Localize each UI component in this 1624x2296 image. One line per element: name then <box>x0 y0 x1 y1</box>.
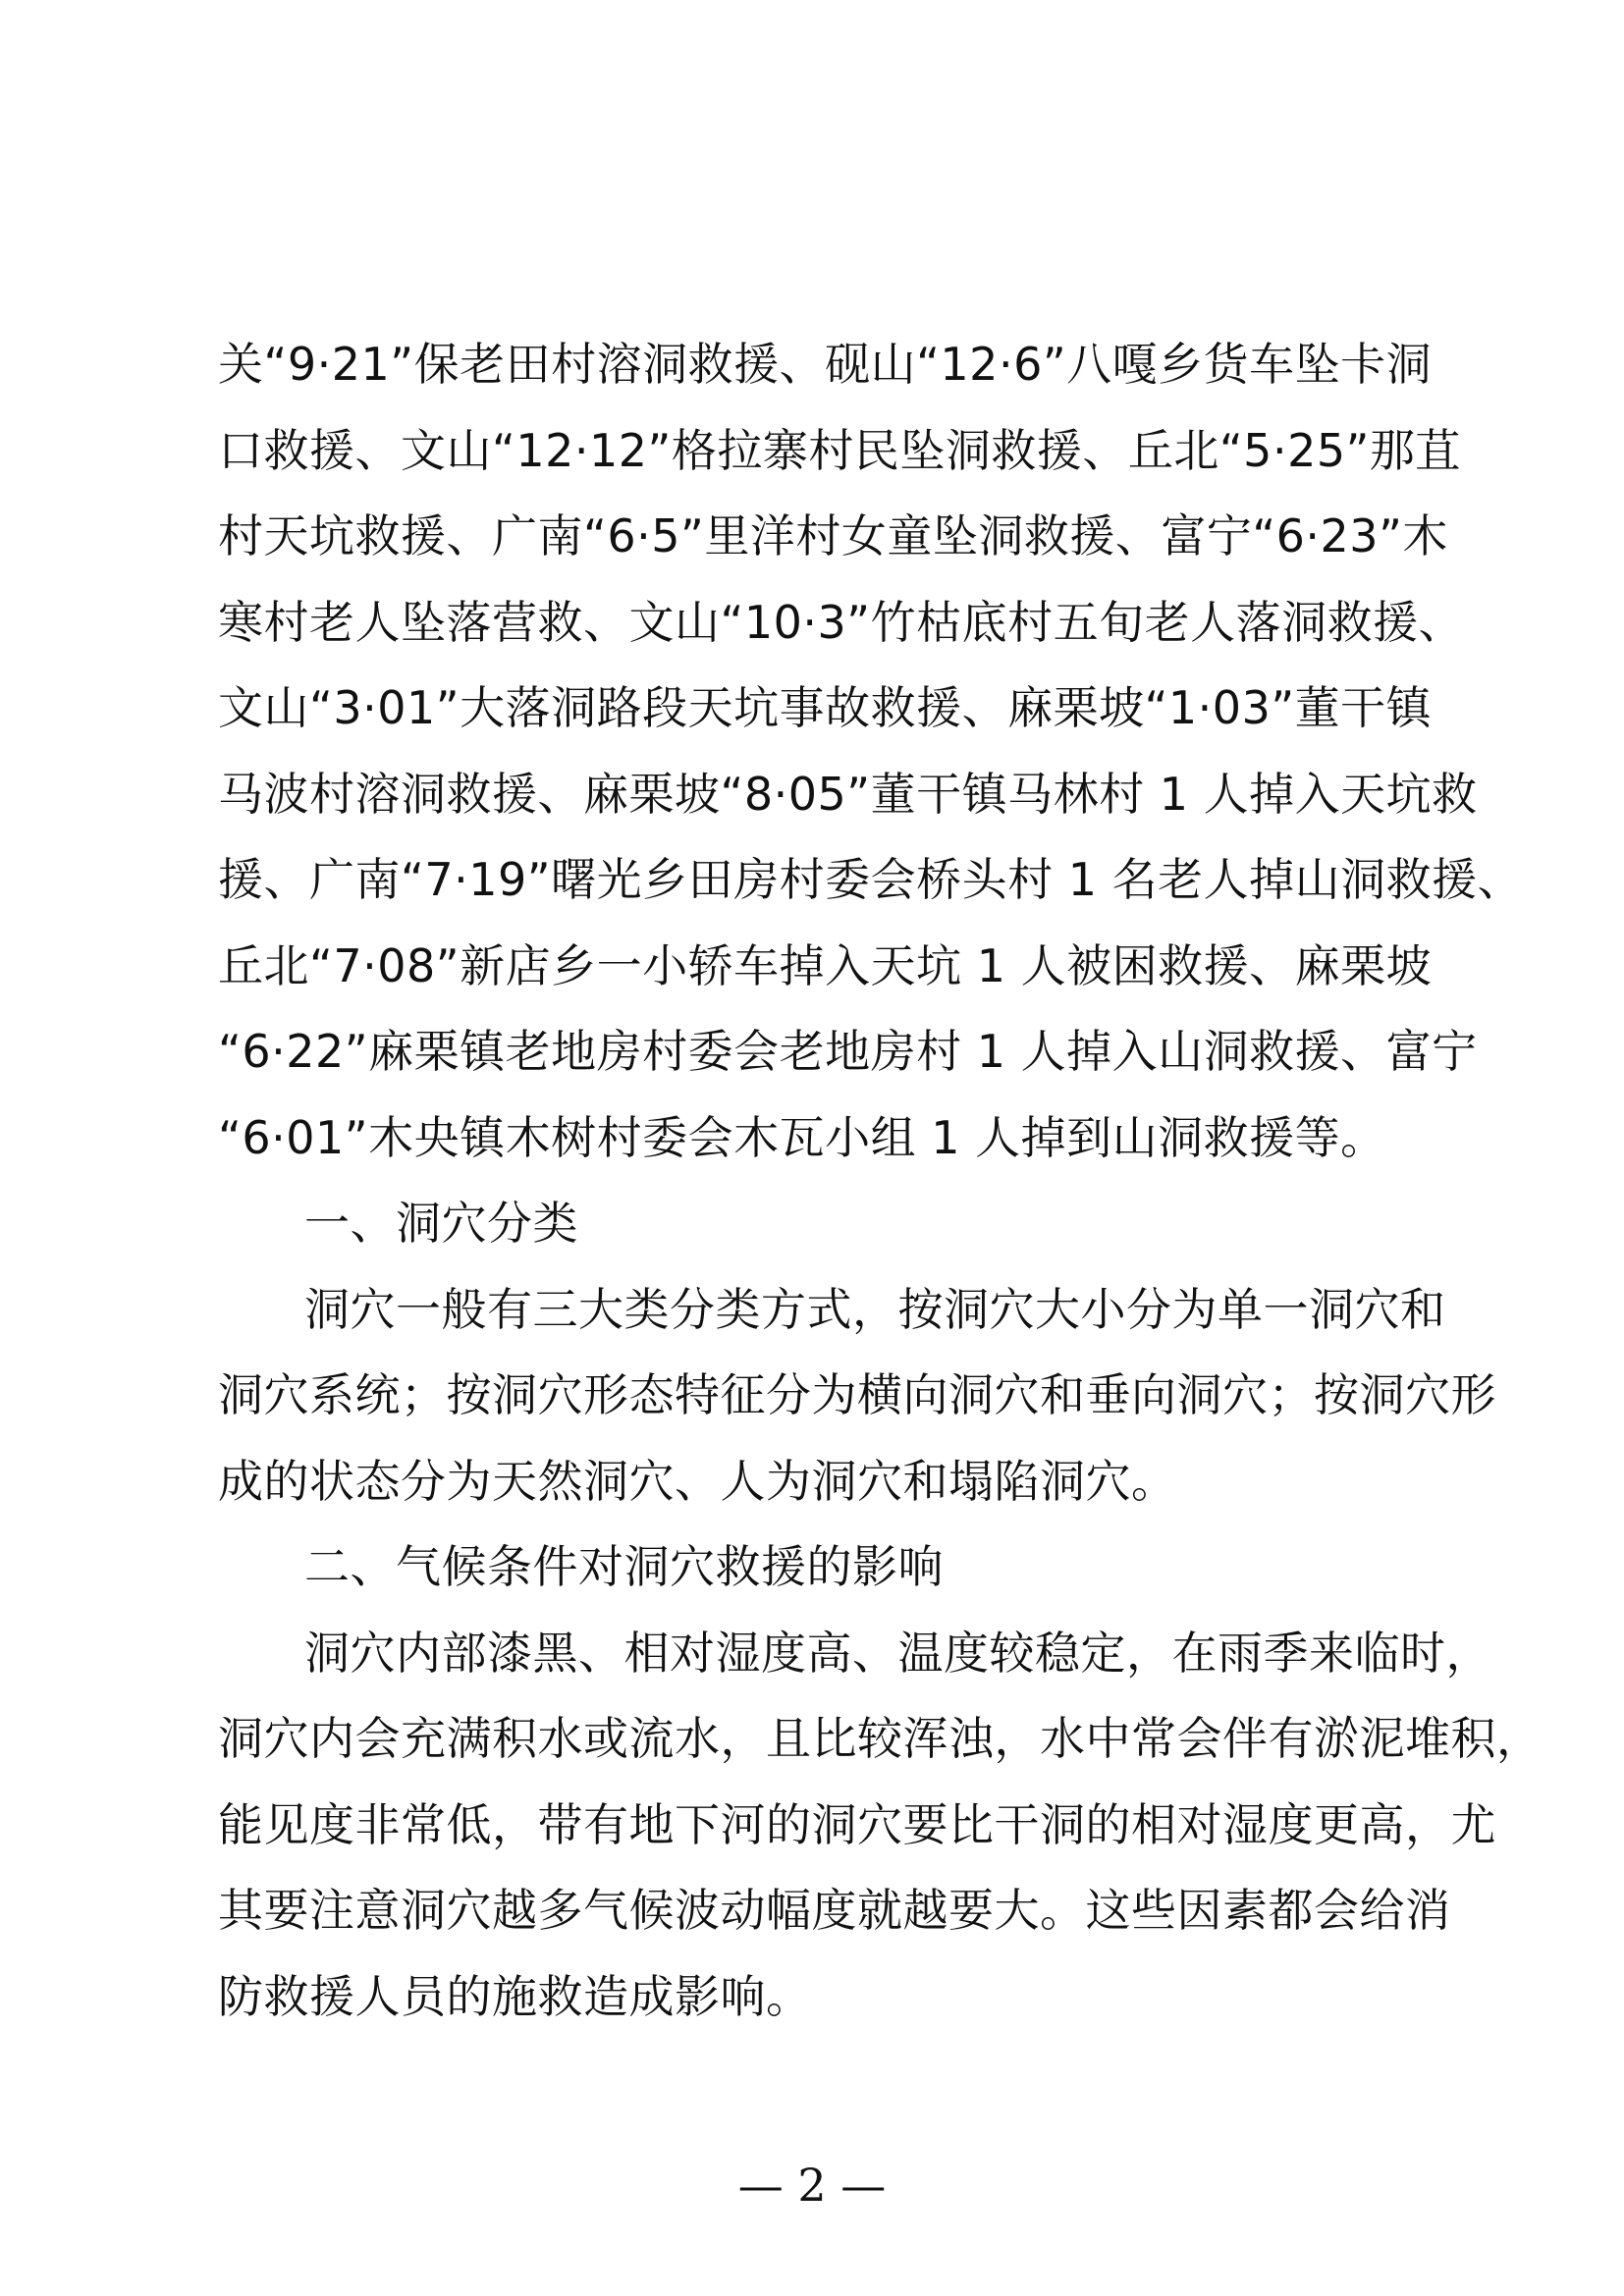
body-line: 马波村溶洞救援、麻栗坡“8·05”董干镇马林村 1 人掉入天坑救 <box>218 767 1478 821</box>
section-2-paragraph-line: 能见度非常低，带有地下河的洞穴要比干洞的相对湿度更高，尤 <box>218 1797 1496 1851</box>
section-1-paragraph-line: 洞穴系统；按洞穴形态特征分为横向洞穴和垂向洞穴；按洞穴形 <box>218 1368 1496 1421</box>
body-line: “6·22”麻栗镇老地房村委会老地房村 1 人掉入山洞救援、富宁 <box>218 1025 1478 1078</box>
section-2-paragraph-line: 其要注意洞穴越多气候波动幅度就越要大。这些因素都会给消 <box>218 1884 1451 1937</box>
body-line: 寒村老人坠落营救、文山“10·3”竹枯底村五旬老人落洞救援、 <box>218 595 1465 649</box>
document-body <box>218 322 1543 2040</box>
section-2-paragraph-line: 洞穴内会充满积水或流水，且比较浑浊，水中常会伴有淤泥堆积， <box>218 1712 1543 1765</box>
section-1-paragraph-line: 成的状态分为天然洞穴、人为洞穴和塌陷洞穴。 <box>218 1454 1177 1508</box>
body-line: 口救援、文山“12·12”格拉寨村民坠洞救援、丘北“5·25”那苴 <box>218 423 1461 477</box>
section-heading: 一、洞穴分类 <box>304 1197 578 1250</box>
body-line: 文山“3·01”大落洞路段天坑事故救援、麻栗坡“1·03”董干镇 <box>218 681 1433 734</box>
body-line: “6·01”木央镇木树村委会木瓦小组 1 人掉到山洞救援等。 <box>218 1110 1386 1164</box>
section-2-paragraph-line: 防救援人员的施救造成影响。 <box>218 1969 812 2023</box>
section-heading: 二、气候条件对洞穴救援的影响 <box>304 1540 944 1593</box>
body-line: 援、广南“7·19”曙光乡田房村委会桥头村 1 名老人掉山洞救援、 <box>218 853 1524 906</box>
body-line: 关“9·21”保老田村溶洞救援、砚山“12·6”八嘎乡货车坠卡洞 <box>218 338 1433 391</box>
body-line: 丘北“7·08”新店乡一小轿车掉入天坑 1 人被困救援、麻栗坡 <box>218 938 1433 992</box>
body-line: 村天坑救援、广南“6·5”里洋村女童坠洞救援、富宁“6·23”木 <box>218 509 1448 562</box>
section-2-paragraph-line: 洞穴内部漆黑、相对湿度高、温度较稳定，在雨季来临时， <box>304 1626 1491 1680</box>
page-number: — 2 — <box>737 2159 887 2212</box>
section-1-paragraph-line: 洞穴一般有三大类分类方式，按洞穴大小分为单一洞穴和 <box>304 1282 1446 1336</box>
